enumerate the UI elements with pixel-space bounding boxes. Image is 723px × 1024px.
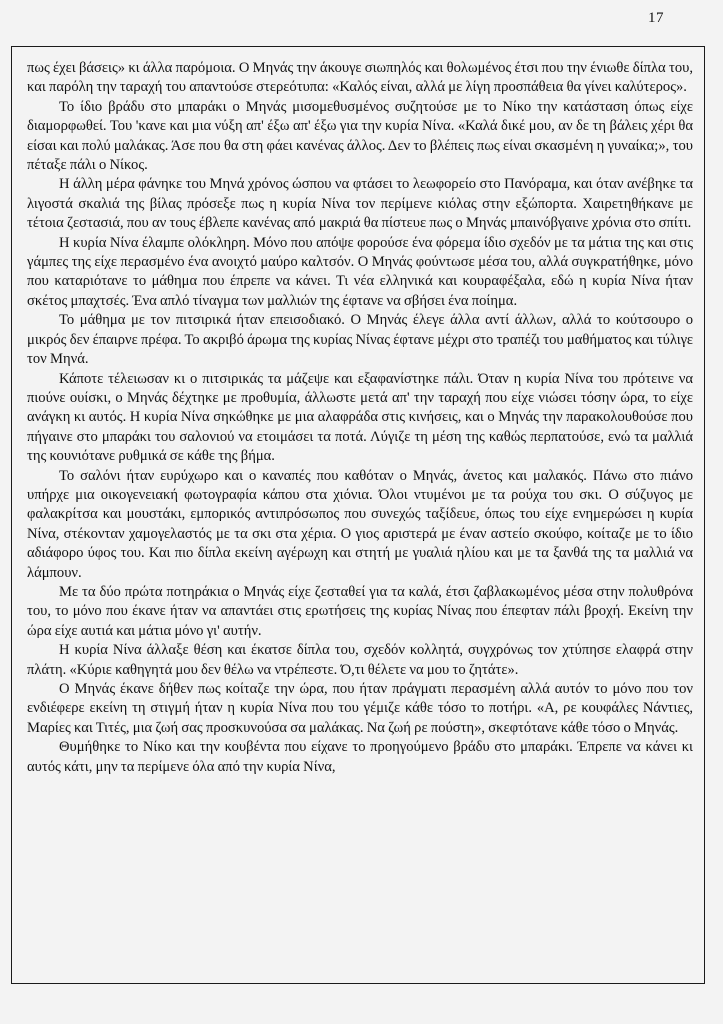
- page-number: 17: [648, 10, 664, 26]
- paragraph-3: Η άλλη μέρα φάνηκε του Μηνά χρόνος ώσπου να φτάσει το λεωφορείο στο Πανόραμα, και όταν ανέβηκε τα λιγοστά σκαλιά της βίλας πρόσεξε πως η κυρία Νίνα τον περίμενε κιόλας στην εξώπορτα. Χαιρετηθήκανε με τέτοια ζεστασιά, που αν τους έβλεπε κανένας από μακριά θα πίστευε πως ο Μηνάς μπαινόβγαινε χρόνια στο σπίτι.: [27, 176, 693, 232]
- paragraph-4: Η κυρία Νίνα έλαμπε ολόκληρη. Μόνο που απόψε φορούσε ένα φόρεμα ίδιο σχεδόν με τα μάτια της και στις γάμπες της είχε περασμένο ένα ανοιχτό μαύρο καλτσόν. Ο Μηνάς φούντωσε μέσα του, αλλά συγκρατήθηκε, μόνο που καταριότανε το μάθημα που έπρεπε να κάνει. Τι νέα ελληνικά και κουραφέξαλα, εδώ η κυρία Νίνα ήταν σκέτος μπαχτσές. Ένα απλό τίναγμα των μαλλιών της έφτανε να σβήσει ένα ποίημα.: [27, 234, 693, 309]
- paragraph-11: Θυμήθηκε το Νίκο και την κουβέντα που είχανε το προηγούμενο βράδυ στο μπαράκι. Έπρεπε να κάνει κι αυτός κάτι, μην τα περίμενε όλα από την κυρία Νίνα,: [27, 739, 693, 775]
- paragraph-10: Ο Μηνάς έκανε δήθεν πως κοίταζε την ώρα, που ήταν πράγματι περασμένη αλλά αυτόν το μόνο που τον ενδιέφερε εκείνη τη στιγμή ήταν η κυρία Νίνα που του γέμιζε κάθε τόσο το ποτήρι. «Α, ρε κουφάλες Νάντιες, Μαρίες και Τιτές, μια ζωή σας προσκυνούσα σα μαλάκας. Να ζωή ρε πούστη», σκεφτότανε κάθε τόσο ο Μηνάς.: [27, 681, 693, 736]
- paragraph-7: Το σαλόνι ήταν ευρύχωρο και ο καναπές που καθόταν ο Μηνάς, άνετος και μαλακός. Πάνω στο πιάνο υπήρχε μια οικογενειακή φωτογραφία κάπου στα χιόνια. Όλοι ντυμένοι με τα ρούχα του σκι. Ο σύζυγος με φαλακρίτσα και μουστάκι, εμπορικός αντιπρόσωπος που συνεχώς ταξίδευε, όπως του είχε ενημερώσει η κυρία Νίνα, στέκονταν χαμογελαστός με τα σκι στα χέρια. Ο γιος αριστερά με έναν αστείο σκούφο, κοίταζε με το ίδιο αδιάφορο ύφος του. Και πιο δίπλα εκείνη αγέρωχη και στητή με γυαλιά ηλίου και με τα ξανθά της τα μαλλιά να λάμπουν.: [27, 467, 693, 581]
- paragraph-8: Με τα δύο πρώτα ποτηράκια ο Μηνάς είχε ζεσταθεί για τα καλά, έτσι ζαβλακωμένος μέσα στην πολυθρόνα του, το μόνο που έκανε ήταν να απαντάει στις ερωτήσεις της κυρίας Νίνας που έπεφταν πάλι βροχή. Εκείνη την ώρα είχε αυτιά και μάτια μόνο γι' αυτήν.: [27, 583, 693, 639]
- paragraph-6: Κάποτε τέλειωσαν κι ο πιτσιρικάς τα μάζεψε και εξαφανίστηκε πάλι. Όταν η κυρία Νίνα του πρότεινε να πιούνε ουίσκι, ο Μηνάς δέχτηκε με προθυμία, άλλωστε μετά απ' την ταραχή που είχε νιώσει τόσην ώρα, το είχε ανάγκη κι αυτός. Η κυρία Νίνα σηκώθηκε με μια αλαφράδα στις κινήσεις, και ο Μηνάς την παρακολουθούσε που πήγαινε στο μπαράκι του σαλονιού να ετοιμάσει τα ποτά. Λύγιζε τη μέση της καθώς περπατούσε, ενώ τα μαλλιά της κουνιότανε ρυθμικά σε κάθε της βήμα.: [27, 370, 693, 465]
- paragraph-1: πως έχει βάσεις» κι άλλα παρόμοια. Ο Μηνάς την άκουγε σιωπηλός και θολωμένος έτσι που την ένιωθε δίπλα του, και παρόλη την ταραχή του απαντούσε στερεότυπα: «Καλός είναι, αλλά με λίγη προσπάθεια θα γίνει καλύτερος».: [27, 60, 693, 96]
- text-body: [27, 59, 693, 777]
- paragraph-2: Το ίδιο βράδυ στο μπαράκι ο Μηνάς μισομεθυσμένος συζητούσε με το Νίκο την κατάσταση όπως είχε διαμορφωθεί. Του 'κανε και μια νύξη απ' έξω απ' έξω για την κυρία Νίνα. «Καλά δικέ μου, αν δε τη βάλεις χέρι θα είσαι και πολύ μαλάκας. Άσε που θα στη φάει κανένας άλλος. Δεν το βλέπεις πως είναι σκασμένη η γυναίκα;», του πέταξε πάλι ο Νίκος.: [27, 98, 693, 174]
- paragraph-5: Το μάθημα με τον πιτσιρικά ήταν επεισοδιακό. Ο Μηνάς έλεγε άλλα αντί άλλων, αλλά το κούτσουρο ο μικρός δεν έπαιρνε πρέφα. Το ακριβό άρωμα της κυρίας Νίνας έφτανε μέχρι στο τραπέζι του μαθήματος και τύλιγε τον Μηνά.: [27, 312, 693, 368]
- paragraph-9: Η κυρία Νίνα άλλαξε θέση και έκατσε δίπλα του, σχεδόν κολλητά, συγχρόνως τον χτύπησε ελαφρά στην πλάτη. «Κύριε καθηγητά μου δεν θέλω να ντρέπεστε. Ό,τι θέλετε να μου το ζητάτε».: [27, 642, 693, 678]
